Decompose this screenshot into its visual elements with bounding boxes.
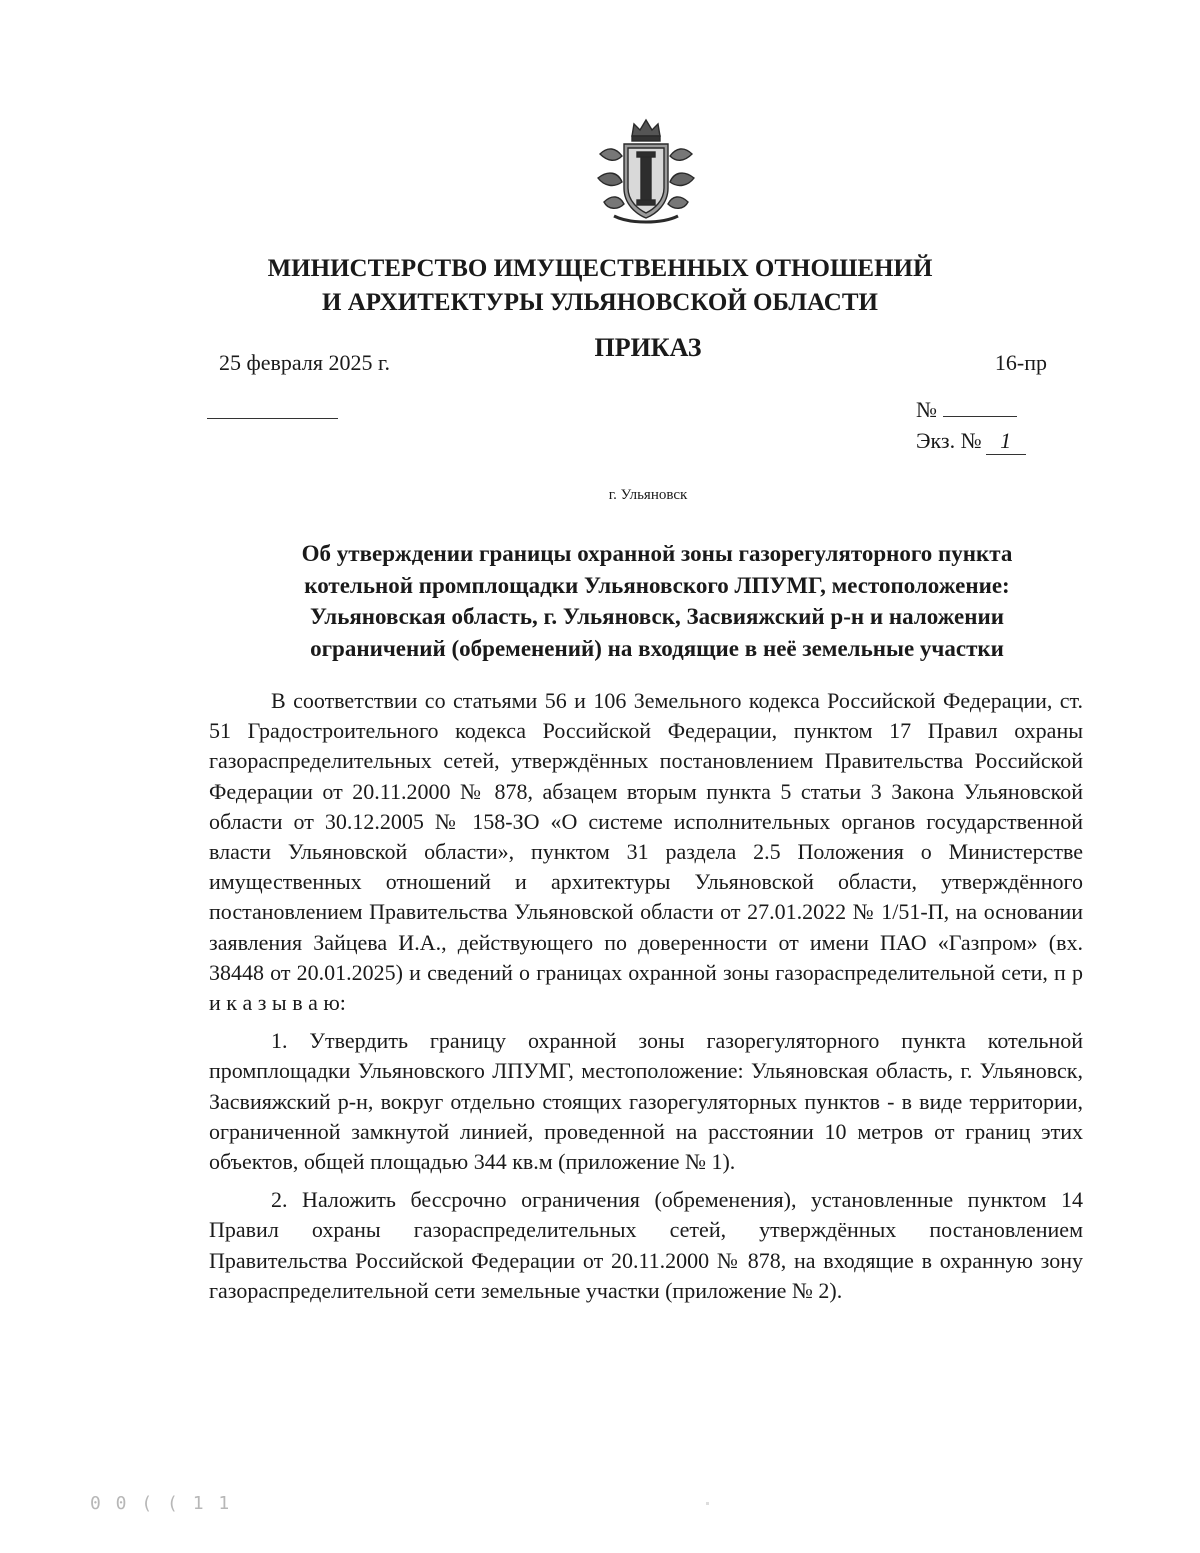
- number-field: [916, 396, 1017, 423]
- page-stamp: 0 0 ( ( 1 1: [90, 1493, 232, 1514]
- organization-name: [0, 252, 1200, 320]
- body-paragraph-item-1: 1. Утвердить границу охранной зоны газорегуляторного пункта котельной промплощадки Ульяновского ЛПУМГ, местоположение: Ульяновская область, г. Ульяновск, Засвияжский р-н, вокруг отдельно стоящих газорегуляторных пунктов - в виде территории, ограниченной замкнутой линией, проведенной на расстоянии 10 метров от границ этих объектов, общей площадью 344 кв.м (приложение № 1).: [209, 1028, 1083, 1175]
- date-underline: [207, 418, 338, 419]
- body-paragraph-item-2: 2. Наложить бессрочно ограничения (обременения), установленные пунктом 14 Правил охраны газораспределительных сетей, утверждённых постановлением Правительства Российской Федерации от 20.11.2000 № 878, на входящие в охранную зону газораспределительной сети земельные участки (приложение № 2).: [209, 1187, 1083, 1303]
- title-line: котельной промплощадки Ульяновского ЛПУМГ, местоположение:: [304, 572, 1010, 598]
- order-number: 16-пр: [994, 350, 1047, 375]
- scan-mark: [706, 1502, 709, 1505]
- copy-label: Экз. №: [916, 428, 982, 453]
- order-date: 25 февраля 2025 г.: [219, 350, 391, 375]
- title-line: Ульяновская область, г. Ульяновск, Засвияжский р-н и наложении: [310, 604, 1004, 629]
- city: г. Ульяновск: [608, 487, 688, 503]
- coat-of-arms-icon: [594, 118, 698, 226]
- document-body: [209, 686, 1083, 1314]
- org-line-2: И АРХИТЕКТУРЫ УЛЬЯНОВСКОЙ ОБЛАСТИ: [322, 289, 878, 316]
- copy-value: 1: [986, 428, 1026, 455]
- number-blank: [943, 396, 1017, 417]
- title-line: Об утверждении границы охранной зоны газорегуляторного пункта: [301, 541, 1013, 566]
- body-paragraph-preamble: В соответствии со статьями 56 и 106 Земельного кодекса Российской Федерации, ст. 51 Градостроительного кодекса Российской Федерации, пунктом 17 Правил охраны газораспределительных сетей, утверждённых постановлением Правительства Российской Федерации от 20.11.2000 № 878, абзацем вторым пункта 5 статьи 3 Закона Ульяновской области от 30.12.2005 № 158-ЗО «О системе исполнительных органов государственной власти Ульяновской области», пунктом 31 раздела 2.5 Положения о Министерстве имущественных отношений и архитектуры Ульяновской области, утверждённого постановлением Правительства Ульяновской области от 27.01.2022 № 1/51-П, на основании заявления Зайцева И.А., действующего по доверенности от имени ПАО «Газпром» (вх. 38448 от 20.01.2025) и сведений о границах охранной зоны газораспределительной сети, п р и к а з ы в а ю:: [209, 688, 1083, 1016]
- document-title: [230, 538, 1084, 664]
- order-title: ПРИКАЗ: [594, 333, 702, 362]
- number-label: №: [916, 397, 937, 422]
- copy-field: [916, 428, 1026, 455]
- title-line: ограничений (обременений) на входящие в неё земельные участки: [310, 635, 1004, 661]
- org-line-1: МИНИСТЕРСТВО ИМУЩЕСТВЕННЫХ ОТНОШЕНИЙ: [267, 255, 933, 282]
